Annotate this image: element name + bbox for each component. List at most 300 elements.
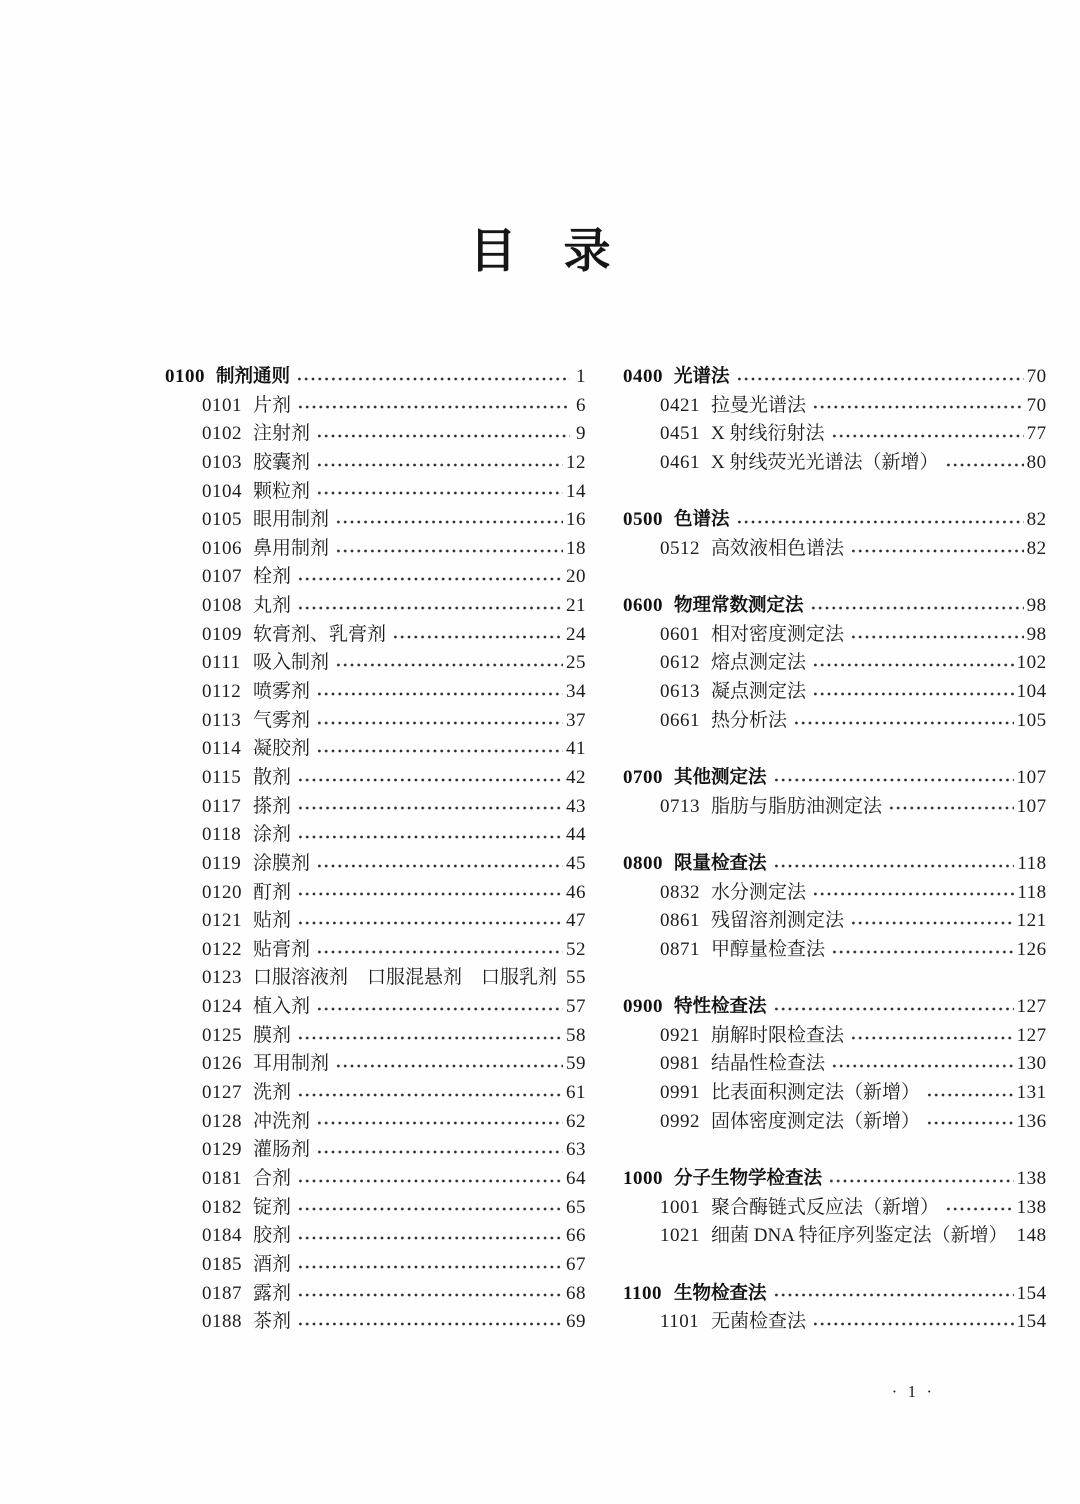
entry-page: 12 [566,451,587,473]
entry-code: 0613 [660,681,701,703]
toc-entry [623,1108,1047,1137]
entry-page: 138 [1016,1196,1047,1218]
entry-page: 52 [566,938,587,960]
entry-code: 1100 [623,1282,662,1304]
toc-chapter-entry [165,363,586,392]
leader-dots [850,1033,1014,1043]
toc-column-right [623,363,1047,1337]
entry-page: 70 [1026,366,1047,387]
toc-entry [165,1251,586,1280]
entry-title: 散剂 [253,766,292,788]
leader-dots [831,431,1024,441]
leader-dots [297,1290,563,1300]
entry-page: 9 [576,423,587,445]
entry-code: 0187 [202,1282,242,1304]
toc-entry [165,1222,586,1251]
entry-page: 102 [1016,652,1047,674]
toc-section [623,993,1047,1136]
entry-title: 拉曼光谱法 [711,394,807,416]
entry-code: 0123 [202,967,242,989]
toc-entry [165,1194,586,1223]
entry-title: 其他测定法 [674,766,767,788]
entry-page: 59 [566,1053,587,1075]
toc-entry [165,735,586,764]
entry-page: 61 [566,1082,587,1104]
leader-dots [297,603,563,613]
entry-title: X 射线衍射法 [711,423,825,445]
entry-code: 0871 [660,938,701,960]
leader-dots [297,1176,563,1186]
entry-code: 0107 [202,566,242,588]
entry-page: 62 [566,1110,587,1132]
toc-entry [165,1136,586,1165]
entry-page: 47 [566,910,587,932]
entry-page: 70 [1026,394,1047,416]
leader-dots [335,1061,563,1071]
entry-title: 胶剂 [253,1225,292,1247]
toc-entry [165,478,586,507]
entry-title: 合剂 [253,1167,292,1189]
entry-code: 0125 [202,1024,242,1046]
entry-title: 制剂通则 [216,366,291,387]
entry-page: 131 [1016,1082,1047,1104]
leader-dots [297,402,570,412]
entry-page: 82 [1026,537,1047,559]
toc-entry [623,621,1047,650]
toc-entry [623,793,1047,822]
leader-dots [297,574,563,584]
toc-entry [165,907,586,936]
toc-entry [623,1194,1047,1223]
toc-entry [165,1165,586,1194]
leader-dots [812,689,1014,699]
page-title: 目 录 [469,224,611,279]
leader-dots [810,603,1024,613]
entry-page: 154 [1016,1282,1047,1304]
entry-page: 107 [1016,766,1047,788]
entry-title: 茶剂 [253,1311,292,1333]
toc-entry [165,793,586,822]
entry-code: 0127 [202,1082,242,1104]
entry-title: 膜剂 [253,1024,292,1046]
entry-code: 0184 [202,1225,242,1247]
entry-code: 0103 [202,451,242,473]
leader-dots [335,660,563,670]
toc-chapter-entry [623,1165,1047,1194]
entry-title: 高效液相色谱法 [711,537,845,559]
entry-code: 0182 [202,1196,242,1218]
leader-dots [297,1204,563,1214]
entry-code: 0100 [165,366,205,387]
toc-entry [623,535,1047,564]
entry-page: 43 [566,795,587,817]
entry-page: 34 [566,681,587,703]
leader-dots [297,1033,563,1043]
entry-code: 0992 [660,1110,701,1132]
toc-entry [623,936,1047,965]
leader-dots [773,1004,1014,1014]
entry-page: 18 [566,537,587,559]
entry-code: 0129 [202,1139,242,1161]
entry-title: 物理常数测定法 [674,595,804,617]
entry-title: 涂剂 [253,824,292,846]
entry-title: 软膏剂、乳膏剂 [253,623,387,645]
leader-dots [335,546,563,556]
entry-title: 色谱法 [674,509,730,531]
entry-page: 55 [566,967,587,989]
entry-page: 20 [566,566,587,588]
entry-title: 特性检查法 [674,996,767,1018]
leader-dots [297,918,563,928]
leader-dots [926,1118,1014,1128]
entry-code: 0700 [623,766,664,788]
leader-dots [316,460,563,470]
leader-dots [888,803,1014,813]
leader-dots [831,1061,1014,1071]
entry-code: 0661 [660,709,701,731]
toc-entry [165,707,586,736]
entry-page: 80 [1026,451,1047,473]
entry-page: 127 [1016,996,1047,1018]
toc-entry [623,678,1047,707]
entry-title: 露剂 [253,1282,292,1304]
entry-page: 107 [1016,795,1047,817]
entry-code: 0128 [202,1110,242,1132]
toc-section [623,1280,1047,1337]
entry-code: 0101 [202,394,242,416]
leader-dots [850,546,1024,556]
entry-code: 0111 [202,652,241,674]
entry-page: 98 [1026,623,1047,645]
entry-code: 0800 [623,852,664,874]
toc-entry [623,1050,1047,1079]
entry-title: 生物检查法 [674,1282,767,1304]
entry-title: 气雾剂 [253,709,311,731]
entry-title: 冲洗剂 [253,1110,311,1132]
entry-page: 63 [566,1139,587,1161]
entry-code: 0713 [660,795,701,817]
entry-page: 104 [1016,681,1047,703]
leader-dots [297,1233,563,1243]
leader-dots [316,1147,563,1157]
entry-title: 贴膏剂 [253,938,311,960]
leader-dots [736,374,1024,384]
toc-entry [165,964,586,993]
toc-entry [623,1022,1047,1051]
toc-entry [165,1022,586,1051]
entry-page: 68 [566,1282,587,1304]
entry-page: 44 [566,824,587,846]
toc-entry [165,535,586,564]
entry-page: 138 [1016,1167,1047,1189]
entry-code: 0461 [660,451,701,473]
entry-title: 崩解时限检查法 [711,1024,845,1046]
entry-title: 光谱法 [674,366,730,387]
entry-page: 41 [566,738,587,760]
toc-entry [623,1079,1047,1108]
entry-page: 98 [1026,595,1047,617]
entry-title: 凝胶剂 [253,738,311,760]
entry-page: 24 [566,623,587,645]
entry-page: 121 [1016,910,1047,932]
toc-section [623,764,1047,821]
entry-code: 0118 [202,824,242,846]
entry-title: 聚合酶链式反应法（新增） [711,1196,940,1218]
entry-title: 水分测定法 [711,881,807,903]
entry-title: 锭剂 [253,1196,292,1218]
entry-code: 0991 [660,1082,701,1104]
leader-dots [828,1176,1014,1186]
leader-dots [773,775,1014,785]
toc-section [623,1165,1047,1251]
entry-title: 鼻用制剂 [253,537,330,559]
toc-section [623,363,1047,478]
entry-page: 21 [566,595,587,617]
entry-page: 57 [566,996,587,1018]
toc-entry [623,907,1047,936]
entry-page: 37 [566,709,587,731]
leader-dots [297,1262,563,1272]
entry-page: 25 [566,652,587,674]
entry-title: 口服溶液剂 口服混悬剂 口服乳剂 [253,967,558,989]
toc-chapter-entry [623,993,1047,1022]
entry-page: 105 [1016,709,1047,731]
entry-title: 分子生物学检查法 [674,1167,823,1189]
leader-dots [316,861,563,871]
entry-page: 6 [576,394,587,416]
leader-dots [296,374,570,384]
entry-code: 0900 [623,996,664,1018]
leader-dots [316,718,563,728]
leader-dots [926,1090,1014,1100]
leader-dots [736,517,1024,527]
entry-title: 植入剂 [253,996,311,1018]
toc-entry [165,850,586,879]
toc-section [623,592,1047,735]
entry-code: 0108 [202,595,242,617]
entry-title: 丸剂 [253,595,292,617]
entry-code: 0104 [202,480,242,502]
entry-code: 0119 [202,852,242,874]
leader-dots [297,803,563,813]
entry-page: 14 [566,480,587,502]
entry-code: 0112 [202,681,242,703]
entry-code: 0981 [660,1053,701,1075]
entry-code: 0400 [623,366,664,387]
entry-code: 0421 [660,394,701,416]
entry-title: 结晶性检查法 [711,1053,826,1075]
leader-dots [297,832,563,842]
entry-title: 固体密度测定法（新增） [711,1110,921,1132]
toc-section [165,363,586,1337]
entry-page: 148 [1016,1225,1047,1247]
toc-entry [623,1222,1047,1251]
entry-code: 0115 [202,766,242,788]
entry-code: 0102 [202,423,242,445]
entry-code: 0124 [202,996,242,1018]
entry-title: 酊剂 [253,881,292,903]
entry-code: 0106 [202,537,242,559]
entry-code: 0832 [660,881,701,903]
leader-dots [850,918,1014,928]
entry-title: 喷雾剂 [253,681,311,703]
leader-dots [316,431,570,441]
entry-code: 0117 [202,795,242,817]
toc-chapter-entry [623,506,1047,535]
leader-dots [773,861,1015,871]
toc-entry [165,449,586,478]
entry-page: 66 [566,1225,587,1247]
entry-code: 0601 [660,623,701,645]
entry-page: 58 [566,1024,587,1046]
entry-page: 126 [1016,938,1047,960]
toc-entry [165,993,586,1022]
toc-entry [165,649,586,678]
toc-chapter-entry [623,1280,1047,1309]
entry-title: 眼用制剂 [253,509,330,531]
toc-entry [165,678,586,707]
leader-dots [316,689,563,699]
toc-entry [165,621,586,650]
leader-dots [812,402,1024,412]
leader-dots [831,947,1014,957]
leader-dots [316,746,563,756]
entry-code: 1021 [660,1225,701,1247]
entry-code: 1000 [623,1167,664,1189]
toc-columns [165,363,1047,1337]
entry-page: 64 [566,1167,587,1189]
toc-entry [165,506,586,535]
entry-code: 0185 [202,1253,242,1275]
toc-entry [165,1050,586,1079]
entry-page: 67 [566,1253,587,1275]
toc-chapter-entry [623,363,1047,392]
entry-title: 耳用制剂 [253,1053,330,1075]
entry-code: 0105 [202,509,242,531]
leader-dots [793,718,1014,728]
leader-dots [316,488,563,498]
entry-title: 比表面积测定法（新增） [711,1082,921,1104]
toc-chapter-entry [623,764,1047,793]
entry-page: 82 [1026,509,1047,531]
entry-title: 栓剂 [253,566,292,588]
leader-dots [812,1319,1014,1329]
toc-entry [165,1079,586,1108]
entry-title: 残留溶剂测定法 [711,910,845,932]
entry-title: 灌肠剂 [253,1139,311,1161]
entry-title: X 射线荧光光谱法（新增） [711,451,939,473]
leader-dots [392,632,563,642]
toc-entry [165,1108,586,1137]
entry-page: 118 [1017,881,1047,903]
entry-title: 贴剂 [253,910,292,932]
entry-page: 118 [1017,852,1047,874]
entry-page: 77 [1026,423,1047,445]
entry-code: 0113 [202,709,242,731]
entry-page: 16 [566,509,587,531]
entry-page: 127 [1016,1024,1047,1046]
entry-title: 熔点测定法 [711,652,807,674]
toc-column-left [165,363,586,1337]
toc-entry [623,420,1047,449]
entry-page: 130 [1016,1053,1047,1075]
toc-entry [165,592,586,621]
entry-title: 酒剂 [253,1253,292,1275]
toc-chapter-entry [623,850,1047,879]
toc-entry [623,879,1047,908]
toc-entry [165,420,586,449]
entry-title: 脂肪与脂肪油测定法 [711,795,883,817]
toc-entry [165,879,586,908]
entry-code: 0512 [660,537,701,559]
leader-dots [335,517,563,527]
entry-title: 洗剂 [253,1082,292,1104]
entry-code: 0181 [202,1167,242,1189]
toc-entry [623,392,1047,421]
entry-code: 0861 [660,910,701,932]
entry-title: 吸入制剂 [253,652,330,674]
entry-page: 154 [1016,1311,1047,1333]
toc-entry [165,936,586,965]
entry-code: 0921 [660,1024,701,1046]
leader-dots [297,775,563,785]
toc-entry [165,563,586,592]
leader-dots [945,1204,1014,1214]
entry-title: 限量检查法 [674,852,767,874]
toc-entry [623,449,1047,478]
entry-page: 65 [566,1196,587,1218]
toc-section [623,850,1047,965]
entry-title: 热分析法 [711,709,788,731]
toc-entry [623,707,1047,736]
entry-page: 136 [1016,1110,1047,1132]
entry-code: 0121 [202,910,242,932]
entry-code: 0120 [202,881,242,903]
entry-title: 胶囊剂 [253,451,311,473]
entry-code: 1101 [660,1311,700,1333]
entry-code: 0500 [623,509,664,531]
toc-section [623,506,1047,563]
entry-page: 1 [576,366,587,387]
leader-dots [945,460,1024,470]
toc-entry [623,649,1047,678]
entry-title: 相对密度测定法 [711,623,845,645]
entry-title: 搽剂 [253,795,292,817]
entry-page: 69 [566,1311,587,1333]
entry-code: 0600 [623,595,664,617]
entry-title: 颗粒剂 [253,480,311,502]
entry-code: 0114 [202,738,242,760]
entry-code: 0188 [202,1311,242,1333]
toc-entry [165,764,586,793]
leader-dots [850,632,1024,642]
entry-title: 无菌检查法 [711,1311,807,1333]
toc-chapter-entry [623,592,1047,621]
entry-page: 42 [566,766,587,788]
entry-title: 凝点测定法 [711,681,807,703]
leader-dots [316,1118,563,1128]
entry-code: 0612 [660,652,701,674]
entry-page: 46 [566,881,587,903]
toc-entry [165,1308,586,1337]
leader-dots [297,889,563,899]
entry-title: 注射剂 [253,423,311,445]
entry-title: 甲醇量检查法 [711,938,826,960]
entry-code: 1001 [660,1196,701,1218]
entry-title: 涂膜剂 [253,852,311,874]
leader-dots [316,1004,563,1014]
toc-entry [165,821,586,850]
